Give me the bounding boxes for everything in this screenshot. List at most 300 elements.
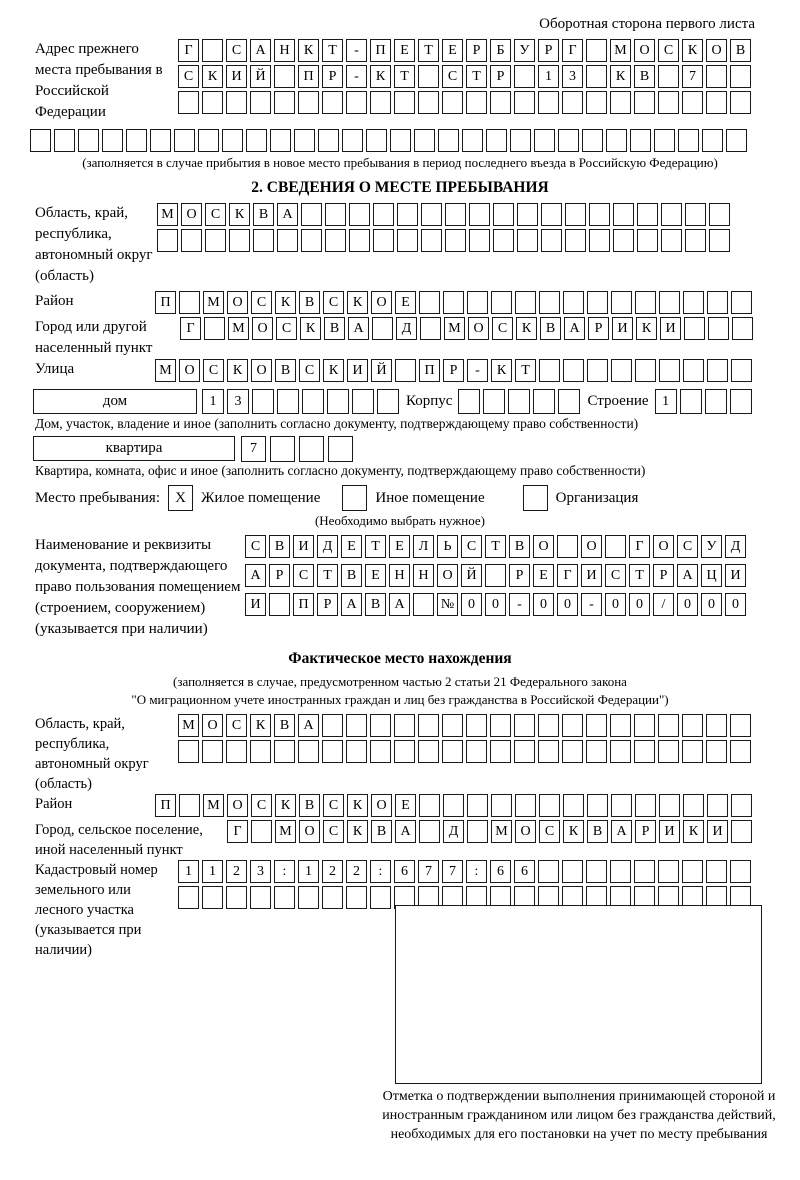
- char-cell[interactable]: [346, 91, 367, 114]
- char-cell[interactable]: /: [653, 593, 674, 616]
- char-cell[interactable]: [635, 291, 656, 314]
- char-cell[interactable]: [418, 714, 439, 737]
- char-cell[interactable]: А: [250, 39, 271, 62]
- char-cell[interactable]: О: [227, 291, 248, 314]
- char-cell[interactable]: [510, 129, 531, 152]
- char-cell[interactable]: И: [226, 65, 247, 88]
- char-cell[interactable]: [253, 229, 274, 252]
- char-cell[interactable]: С: [605, 564, 626, 587]
- char-cell[interactable]: [274, 886, 295, 909]
- char-cell[interactable]: С: [323, 794, 344, 817]
- char-cell[interactable]: В: [540, 317, 561, 340]
- char-cell[interactable]: [346, 886, 367, 909]
- char-cell[interactable]: Т: [515, 359, 536, 382]
- char-cell[interactable]: [586, 740, 607, 763]
- char-cell[interactable]: К: [347, 291, 368, 314]
- char-cell[interactable]: [685, 203, 706, 226]
- char-cell[interactable]: [322, 886, 343, 909]
- char-cell[interactable]: В: [324, 317, 345, 340]
- char-cell[interactable]: [181, 229, 202, 252]
- char-cell[interactable]: [706, 65, 727, 88]
- char-cell[interactable]: [394, 714, 415, 737]
- char-cell[interactable]: [658, 740, 679, 763]
- char-cell[interactable]: С: [293, 564, 314, 587]
- char-cell[interactable]: [469, 203, 490, 226]
- char-cell[interactable]: [318, 129, 339, 152]
- char-cell[interactable]: Г: [562, 39, 583, 62]
- char-cell[interactable]: [587, 359, 608, 382]
- char-cell[interactable]: [394, 740, 415, 763]
- char-cell[interactable]: [346, 714, 367, 737]
- char-cell[interactable]: [514, 91, 535, 114]
- char-cell[interactable]: [565, 203, 586, 226]
- char-cell[interactable]: [420, 317, 441, 340]
- char-cell[interactable]: [562, 714, 583, 737]
- char-cell[interactable]: [731, 820, 752, 843]
- char-cell[interactable]: [565, 229, 586, 252]
- char-cell[interactable]: 2: [226, 860, 247, 883]
- char-cell[interactable]: [707, 359, 728, 382]
- char-cell[interactable]: [269, 593, 290, 616]
- char-cell[interactable]: Т: [418, 39, 439, 62]
- char-cell[interactable]: С: [245, 535, 266, 558]
- char-cell[interactable]: Р: [588, 317, 609, 340]
- char-cell[interactable]: [277, 229, 298, 252]
- char-cell[interactable]: [730, 714, 751, 737]
- char-cell[interactable]: [685, 229, 706, 252]
- char-cell[interactable]: 0: [725, 593, 746, 616]
- char-cell[interactable]: [587, 794, 608, 817]
- char-cell[interactable]: [299, 436, 324, 462]
- char-cell[interactable]: [328, 436, 353, 462]
- char-cell[interactable]: [730, 65, 751, 88]
- char-cell[interactable]: [709, 229, 730, 252]
- char-cell[interactable]: [421, 203, 442, 226]
- char-cell[interactable]: [370, 91, 391, 114]
- char-cell[interactable]: [445, 229, 466, 252]
- char-cell[interactable]: [178, 740, 199, 763]
- char-cell[interactable]: П: [293, 593, 314, 616]
- char-cell[interactable]: Р: [653, 564, 674, 587]
- char-cell[interactable]: [442, 91, 463, 114]
- char-cell[interactable]: [682, 860, 703, 883]
- char-cell[interactable]: М: [444, 317, 465, 340]
- char-cell[interactable]: [678, 129, 699, 152]
- char-cell[interactable]: [563, 359, 584, 382]
- char-cell[interactable]: Р: [509, 564, 530, 587]
- char-cell[interactable]: 2: [346, 860, 367, 883]
- char-cell[interactable]: К: [347, 794, 368, 817]
- char-cell[interactable]: С: [276, 317, 297, 340]
- char-cell[interactable]: [610, 860, 631, 883]
- char-cell[interactable]: [558, 129, 579, 152]
- char-cell[interactable]: [538, 740, 559, 763]
- char-cell[interactable]: [346, 740, 367, 763]
- char-cell[interactable]: К: [229, 203, 250, 226]
- char-cell[interactable]: [226, 740, 247, 763]
- char-cell[interactable]: [298, 91, 319, 114]
- checkbox-residential[interactable]: X: [168, 485, 193, 511]
- char-cell[interactable]: В: [371, 820, 392, 843]
- char-cell[interactable]: [515, 794, 536, 817]
- char-cell[interactable]: [274, 91, 295, 114]
- char-cell[interactable]: [366, 129, 387, 152]
- char-cell[interactable]: В: [634, 65, 655, 88]
- char-cell[interactable]: [731, 291, 752, 314]
- char-cell[interactable]: М: [228, 317, 249, 340]
- char-cell[interactable]: П: [370, 39, 391, 62]
- char-cell[interactable]: С: [677, 535, 698, 558]
- char-cell[interactable]: 3: [250, 860, 271, 883]
- char-cell[interactable]: [706, 860, 727, 883]
- char-cell[interactable]: [467, 291, 488, 314]
- char-cell[interactable]: [586, 714, 607, 737]
- char-cell[interactable]: [251, 820, 272, 843]
- char-cell[interactable]: [349, 203, 370, 226]
- char-cell[interactable]: [397, 229, 418, 252]
- char-cell[interactable]: [157, 229, 178, 252]
- char-cell[interactable]: -: [509, 593, 530, 616]
- char-cell[interactable]: [178, 91, 199, 114]
- char-cell[interactable]: [730, 389, 752, 414]
- char-cell[interactable]: [469, 229, 490, 252]
- char-cell[interactable]: [179, 794, 200, 817]
- char-cell[interactable]: [606, 129, 627, 152]
- char-cell[interactable]: [611, 291, 632, 314]
- char-cell[interactable]: [298, 740, 319, 763]
- char-cell[interactable]: В: [341, 564, 362, 587]
- char-cell[interactable]: [659, 291, 680, 314]
- char-cell[interactable]: В: [730, 39, 751, 62]
- char-cell[interactable]: [731, 794, 752, 817]
- char-cell[interactable]: М: [155, 359, 176, 382]
- char-cell[interactable]: 7: [241, 436, 266, 462]
- char-cell[interactable]: Й: [461, 564, 482, 587]
- char-cell[interactable]: [682, 91, 703, 114]
- char-cell[interactable]: [202, 886, 223, 909]
- char-cell[interactable]: К: [227, 359, 248, 382]
- char-cell[interactable]: Е: [389, 535, 410, 558]
- char-cell[interactable]: Е: [442, 39, 463, 62]
- char-cell[interactable]: М: [203, 291, 224, 314]
- char-cell[interactable]: К: [610, 65, 631, 88]
- char-cell[interactable]: И: [581, 564, 602, 587]
- char-cell[interactable]: [229, 229, 250, 252]
- char-cell[interactable]: И: [660, 317, 681, 340]
- char-cell[interactable]: [418, 91, 439, 114]
- char-cell[interactable]: [658, 65, 679, 88]
- char-cell[interactable]: [539, 359, 560, 382]
- char-cell[interactable]: [490, 91, 511, 114]
- char-cell[interactable]: [605, 535, 626, 558]
- char-cell[interactable]: [226, 91, 247, 114]
- char-cell[interactable]: [635, 359, 656, 382]
- char-cell[interactable]: [683, 794, 704, 817]
- char-cell[interactable]: 6: [394, 860, 415, 883]
- char-cell[interactable]: [466, 91, 487, 114]
- char-cell[interactable]: [706, 740, 727, 763]
- char-cell[interactable]: Г: [227, 820, 248, 843]
- char-cell[interactable]: [298, 886, 319, 909]
- char-cell[interactable]: С: [323, 291, 344, 314]
- char-cell[interactable]: №: [437, 593, 458, 616]
- char-cell[interactable]: О: [202, 714, 223, 737]
- char-cell[interactable]: [682, 740, 703, 763]
- char-cell[interactable]: [541, 203, 562, 226]
- char-cell[interactable]: [462, 129, 483, 152]
- char-cell[interactable]: Д: [443, 820, 464, 843]
- char-cell[interactable]: [610, 91, 631, 114]
- char-cell[interactable]: [707, 794, 728, 817]
- char-cell[interactable]: [493, 203, 514, 226]
- char-cell[interactable]: [706, 714, 727, 737]
- char-cell[interactable]: Р: [490, 65, 511, 88]
- char-cell[interactable]: К: [516, 317, 537, 340]
- char-cell[interactable]: Т: [485, 535, 506, 558]
- char-cell[interactable]: [684, 317, 705, 340]
- char-cell[interactable]: [508, 389, 530, 414]
- char-cell[interactable]: И: [725, 564, 746, 587]
- char-cell[interactable]: [150, 129, 171, 152]
- char-cell[interactable]: Т: [317, 564, 338, 587]
- char-cell[interactable]: [467, 820, 488, 843]
- char-cell[interactable]: К: [563, 820, 584, 843]
- char-cell[interactable]: В: [299, 291, 320, 314]
- char-cell[interactable]: К: [347, 820, 368, 843]
- char-cell[interactable]: [635, 794, 656, 817]
- char-cell[interactable]: Ц: [701, 564, 722, 587]
- char-cell[interactable]: О: [371, 794, 392, 817]
- char-cell[interactable]: [589, 203, 610, 226]
- char-cell[interactable]: [277, 389, 299, 414]
- char-cell[interactable]: [534, 129, 555, 152]
- char-cell[interactable]: [202, 91, 223, 114]
- char-cell[interactable]: С: [178, 65, 199, 88]
- char-cell[interactable]: [586, 91, 607, 114]
- char-cell[interactable]: 0: [461, 593, 482, 616]
- char-cell[interactable]: 0: [533, 593, 554, 616]
- char-cell[interactable]: [322, 714, 343, 737]
- char-cell[interactable]: С: [205, 203, 226, 226]
- char-cell[interactable]: [397, 203, 418, 226]
- char-cell[interactable]: [370, 740, 391, 763]
- char-cell[interactable]: [418, 65, 439, 88]
- char-cell[interactable]: [250, 886, 271, 909]
- char-cell[interactable]: И: [245, 593, 266, 616]
- char-cell[interactable]: [373, 229, 394, 252]
- char-cell[interactable]: [493, 229, 514, 252]
- char-cell[interactable]: Р: [317, 593, 338, 616]
- char-cell[interactable]: К: [683, 820, 704, 843]
- char-cell[interactable]: Р: [322, 65, 343, 88]
- char-cell[interactable]: [78, 129, 99, 152]
- char-cell[interactable]: П: [155, 794, 176, 817]
- char-cell[interactable]: В: [253, 203, 274, 226]
- char-cell[interactable]: Г: [557, 564, 578, 587]
- char-cell[interactable]: Р: [538, 39, 559, 62]
- char-cell[interactable]: С: [323, 820, 344, 843]
- char-cell[interactable]: И: [293, 535, 314, 558]
- char-cell[interactable]: [419, 794, 440, 817]
- char-cell[interactable]: К: [323, 359, 344, 382]
- char-cell[interactable]: С: [299, 359, 320, 382]
- char-cell[interactable]: П: [298, 65, 319, 88]
- char-cell[interactable]: [708, 317, 729, 340]
- char-cell[interactable]: -: [467, 359, 488, 382]
- char-cell[interactable]: Д: [725, 535, 746, 558]
- char-cell[interactable]: Е: [341, 535, 362, 558]
- char-cell[interactable]: Н: [413, 564, 434, 587]
- char-cell[interactable]: 0: [677, 593, 698, 616]
- char-cell[interactable]: [683, 291, 704, 314]
- char-cell[interactable]: К: [298, 39, 319, 62]
- char-cell[interactable]: [325, 203, 346, 226]
- char-cell[interactable]: В: [299, 794, 320, 817]
- char-cell[interactable]: -: [581, 593, 602, 616]
- char-cell[interactable]: :: [466, 860, 487, 883]
- char-cell[interactable]: [634, 860, 655, 883]
- char-cell[interactable]: 7: [418, 860, 439, 883]
- char-cell[interactable]: С: [492, 317, 513, 340]
- char-cell[interactable]: [539, 291, 560, 314]
- char-cell[interactable]: [661, 203, 682, 226]
- char-cell[interactable]: О: [181, 203, 202, 226]
- char-cell[interactable]: 0: [629, 593, 650, 616]
- char-cell[interactable]: [443, 794, 464, 817]
- char-cell[interactable]: [302, 389, 324, 414]
- char-cell[interactable]: [517, 229, 538, 252]
- char-cell[interactable]: Ь: [437, 535, 458, 558]
- char-cell[interactable]: [442, 714, 463, 737]
- char-cell[interactable]: [539, 794, 560, 817]
- char-cell[interactable]: У: [701, 535, 722, 558]
- char-cell[interactable]: М: [178, 714, 199, 737]
- char-cell[interactable]: О: [371, 291, 392, 314]
- char-cell[interactable]: [634, 714, 655, 737]
- char-cell[interactable]: [370, 886, 391, 909]
- char-cell[interactable]: К: [370, 65, 391, 88]
- char-cell[interactable]: [538, 714, 559, 737]
- char-cell[interactable]: [682, 714, 703, 737]
- char-cell[interactable]: [562, 860, 583, 883]
- char-cell[interactable]: М: [203, 794, 224, 817]
- char-cell[interactable]: [731, 359, 752, 382]
- char-cell[interactable]: И: [612, 317, 633, 340]
- char-cell[interactable]: [377, 389, 399, 414]
- char-cell[interactable]: 3: [227, 389, 249, 414]
- char-cell[interactable]: [102, 129, 123, 152]
- char-cell[interactable]: :: [370, 860, 391, 883]
- char-cell[interactable]: [325, 229, 346, 252]
- char-cell[interactable]: С: [442, 65, 463, 88]
- char-cell[interactable]: [413, 593, 434, 616]
- char-cell[interactable]: [352, 389, 374, 414]
- char-cell[interactable]: [654, 129, 675, 152]
- char-cell[interactable]: [204, 317, 225, 340]
- char-cell[interactable]: Т: [629, 564, 650, 587]
- char-cell[interactable]: [613, 229, 634, 252]
- char-cell[interactable]: [370, 714, 391, 737]
- char-cell[interactable]: [395, 359, 416, 382]
- char-cell[interactable]: Й: [250, 65, 271, 88]
- char-cell[interactable]: [610, 740, 631, 763]
- char-cell[interactable]: [270, 129, 291, 152]
- char-cell[interactable]: О: [227, 794, 248, 817]
- char-cell[interactable]: К: [491, 359, 512, 382]
- char-cell[interactable]: К: [250, 714, 271, 737]
- char-cell[interactable]: О: [468, 317, 489, 340]
- char-cell[interactable]: [178, 886, 199, 909]
- char-cell[interactable]: М: [157, 203, 178, 226]
- char-cell[interactable]: С: [226, 39, 247, 62]
- checkbox-other-premises[interactable]: [342, 485, 367, 511]
- char-cell[interactable]: [586, 65, 607, 88]
- char-cell[interactable]: Н: [274, 39, 295, 62]
- char-cell[interactable]: [538, 860, 559, 883]
- char-cell[interactable]: А: [677, 564, 698, 587]
- char-cell[interactable]: О: [515, 820, 536, 843]
- char-cell[interactable]: [558, 389, 580, 414]
- char-cell[interactable]: [202, 740, 223, 763]
- char-cell[interactable]: [418, 740, 439, 763]
- char-cell[interactable]: Д: [396, 317, 417, 340]
- char-cell[interactable]: К: [682, 39, 703, 62]
- checkbox-organization[interactable]: [523, 485, 548, 511]
- char-cell[interactable]: [514, 714, 535, 737]
- char-cell[interactable]: [634, 91, 655, 114]
- char-cell[interactable]: Р: [635, 820, 656, 843]
- char-cell[interactable]: [563, 291, 584, 314]
- char-cell[interactable]: [582, 129, 603, 152]
- char-cell[interactable]: 1: [538, 65, 559, 88]
- char-cell[interactable]: [174, 129, 195, 152]
- char-cell[interactable]: [732, 317, 753, 340]
- char-cell[interactable]: О: [299, 820, 320, 843]
- char-cell[interactable]: 0: [701, 593, 722, 616]
- char-cell[interactable]: К: [275, 794, 296, 817]
- char-cell[interactable]: [514, 740, 535, 763]
- char-cell[interactable]: С: [203, 359, 224, 382]
- char-cell[interactable]: [466, 740, 487, 763]
- char-cell[interactable]: В: [509, 535, 530, 558]
- char-cell[interactable]: С: [251, 291, 272, 314]
- char-cell[interactable]: [274, 740, 295, 763]
- char-cell[interactable]: [54, 129, 75, 152]
- char-cell[interactable]: [322, 740, 343, 763]
- char-cell[interactable]: [483, 389, 505, 414]
- char-cell[interactable]: [661, 229, 682, 252]
- char-cell[interactable]: [514, 65, 535, 88]
- char-cell[interactable]: [589, 229, 610, 252]
- char-cell[interactable]: В: [365, 593, 386, 616]
- char-cell[interactable]: К: [636, 317, 657, 340]
- char-cell[interactable]: [515, 291, 536, 314]
- char-cell[interactable]: [517, 203, 538, 226]
- char-cell[interactable]: [485, 564, 506, 587]
- char-cell[interactable]: :: [274, 860, 295, 883]
- char-cell[interactable]: [438, 129, 459, 152]
- char-cell[interactable]: [30, 129, 51, 152]
- char-cell[interactable]: [538, 91, 559, 114]
- char-cell[interactable]: [658, 860, 679, 883]
- char-cell[interactable]: [342, 129, 363, 152]
- char-cell[interactable]: [562, 740, 583, 763]
- char-cell[interactable]: К: [300, 317, 321, 340]
- char-cell[interactable]: [486, 129, 507, 152]
- char-cell[interactable]: [490, 740, 511, 763]
- char-cell[interactable]: С: [539, 820, 560, 843]
- char-cell[interactable]: 0: [557, 593, 578, 616]
